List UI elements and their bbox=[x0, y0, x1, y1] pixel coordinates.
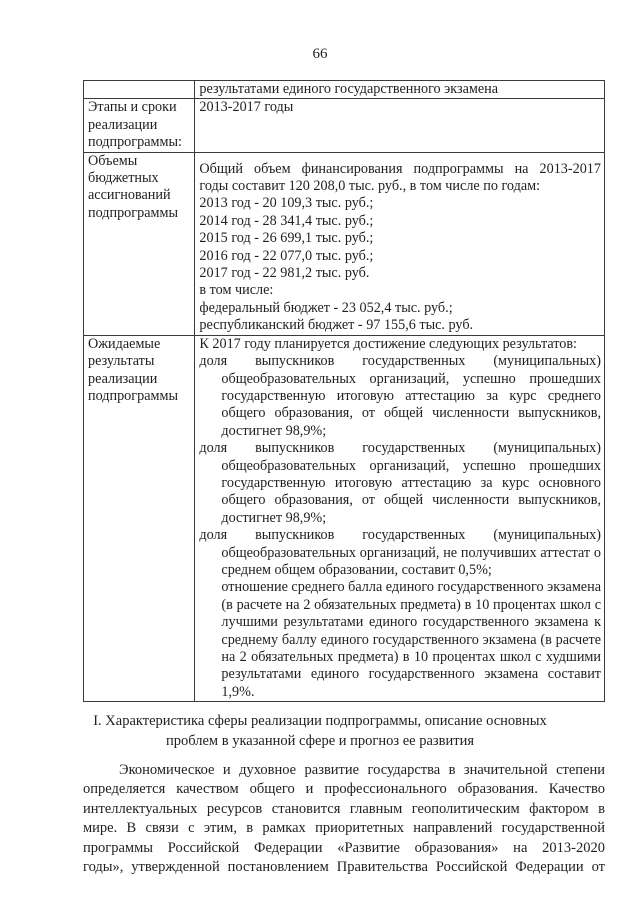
section-heading bbox=[0, 711, 640, 751]
result-line: достигнет 98,9%; bbox=[221, 422, 327, 439]
page-number: 66 bbox=[312, 46, 328, 62]
label-line: подпрограммы bbox=[88, 387, 178, 404]
result-line: общего образования, от общей численности выпускников, bbox=[221, 492, 601, 509]
label-line: подпрограммы bbox=[88, 204, 178, 221]
result-line: отношение среднего балла единого государственного экзамена bbox=[221, 579, 601, 596]
result-line: среднему баллу единого государственного экзамена (в расчете bbox=[221, 631, 601, 648]
table-cell-label-budget bbox=[84, 152, 195, 335]
body-line: годы», утвержденной постановлением Правительства Российской Федерации от bbox=[83, 859, 605, 876]
value-line: 2015 год - 26 699,1 тыс. руб.; bbox=[199, 230, 374, 247]
value-line: в том числе: bbox=[199, 282, 274, 299]
body-line: программы Российской Федерации «Развитие образования» на 2013-2020 bbox=[83, 839, 605, 856]
result-line: общеобразовательных организаций, успешно прошедших bbox=[221, 370, 601, 387]
result-line: (в расчете на 2 обязательных предмета) в 10 процентах школ с bbox=[221, 596, 601, 613]
result-item bbox=[199, 579, 601, 701]
body-line: определяется качеством общего и профессионального образования. Качество bbox=[83, 781, 605, 798]
value-line: Общий объем финансирования подпрограммы на 2013-2017 bbox=[199, 160, 601, 177]
result-line: на 2 обязательных предмета) в 10 процентах школ с худшими bbox=[221, 649, 601, 665]
value-line: федеральный бюджет - 23 052,4 тыс. руб.; bbox=[199, 299, 453, 316]
result-line: достигнет 98,9%; bbox=[221, 509, 327, 526]
table-cell-label-stages bbox=[84, 99, 195, 152]
value-line: республиканский бюджет - 97 155,6 тыс. руб. bbox=[199, 317, 474, 334]
value-line: 2013-2017 годы bbox=[199, 99, 294, 116]
body-paragraph bbox=[83, 761, 605, 877]
label-line: ассигнований bbox=[88, 187, 171, 204]
table-row-carry-over bbox=[84, 81, 605, 99]
result-line: общеобразовательных организаций, успешно прошедших bbox=[221, 457, 601, 474]
body-line: Экономическое и духовное развитие государства в значительной степени bbox=[119, 762, 605, 778]
table-cell-empty-label bbox=[84, 81, 195, 99]
label-line: результаты bbox=[88, 353, 155, 370]
table-row-stages bbox=[84, 99, 605, 152]
value-line: 2014 год - 28 341,4 тыс. руб.; bbox=[199, 212, 374, 229]
section-heading-line: I. Характеристика сферы реализации подпрограммы, описание основных bbox=[93, 713, 547, 729]
label-line: реализации bbox=[88, 370, 158, 387]
table-row-budget bbox=[84, 152, 605, 335]
label-line: реализации bbox=[88, 116, 158, 133]
carry-over-text: результатами единого государственного экзамена bbox=[199, 81, 499, 97]
result-line: среднем общем образовании, составит 0,5%; bbox=[221, 561, 492, 578]
result-line: государственную итоговую аттестацию за курс основного bbox=[221, 474, 601, 491]
result-line: лучшими результатами единого государственного экзамена к bbox=[221, 614, 601, 631]
result-line: доля выпускников государственных (муниципальных) bbox=[199, 527, 601, 544]
label-line: бюджетных bbox=[88, 170, 159, 187]
value-line: 2017 год - 22 981,2 тыс. руб. bbox=[199, 265, 370, 282]
result-item bbox=[199, 353, 601, 440]
label-line: Ожидаемые bbox=[88, 335, 161, 352]
result-line: общего образования, от общей численности выпускников, bbox=[221, 405, 601, 422]
table-cell-value-stages bbox=[195, 99, 605, 152]
section-heading-line: проблем в указанной сфере и прогноз ее развития bbox=[165, 733, 475, 749]
label-line: подпрограммы: bbox=[88, 134, 182, 151]
result-line: общеобразовательных организаций, не получивших аттестат о bbox=[221, 544, 601, 561]
value-line: 2016 год - 22 077,0 тыс. руб.; bbox=[199, 247, 374, 264]
body-line: мире. В связи с этим, в рамках приоритетных направлений государственной bbox=[83, 820, 605, 837]
value-line: годы составит 120 208,0 тыс. руб., в том числе по годам: bbox=[199, 178, 541, 195]
table-cell-value-results bbox=[195, 335, 605, 702]
table-cell-value-budget bbox=[195, 152, 605, 335]
result-item bbox=[199, 527, 601, 579]
results-intro: К 2017 году планируется достижение следующих результатов: bbox=[199, 335, 577, 352]
body-line: интеллектуальных ресурсов становится главным геополитическим фактором в bbox=[83, 800, 605, 817]
result-line: 1,9%. bbox=[221, 683, 255, 700]
table-cell-carry-over bbox=[195, 81, 605, 99]
subprogram-passport-table bbox=[83, 80, 605, 702]
result-line: государственную итоговую аттестацию за курс среднего bbox=[221, 387, 601, 404]
result-item bbox=[199, 440, 601, 527]
table-cell-label-results bbox=[84, 335, 195, 702]
value-line: 2013 год - 20 109,3 тыс. руб.; bbox=[199, 195, 374, 212]
label-line: Этапы и сроки bbox=[88, 99, 177, 116]
result-line: результатами единого государственного экзамена составит bbox=[221, 666, 601, 683]
label-line: Объемы bbox=[88, 152, 138, 169]
table-row-results bbox=[84, 335, 605, 702]
result-line: доля выпускников государственных (муниципальных) bbox=[199, 440, 601, 457]
result-line: доля выпускников государственных (муниципальных) bbox=[199, 353, 601, 370]
